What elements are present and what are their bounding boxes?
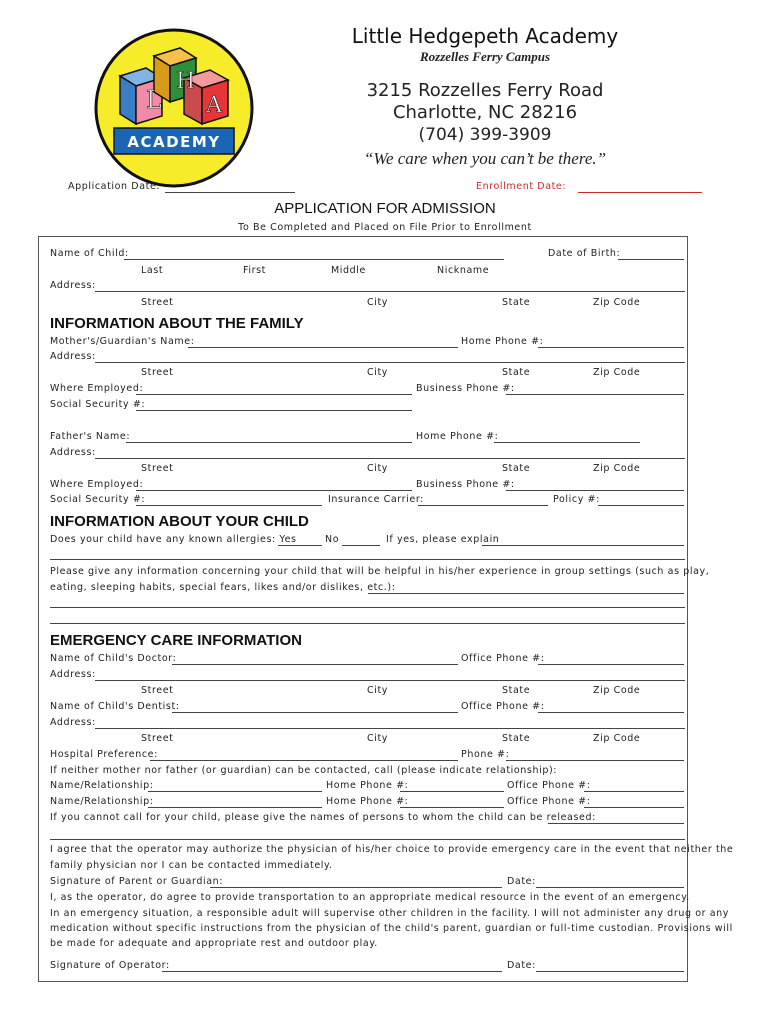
dentist-address-field[interactable] [95, 728, 685, 729]
mother-business-phone-label: Business Phone #: [416, 383, 515, 394]
dt-addr-street: Street [141, 733, 174, 744]
campus-name: Rozzelles Ferry Campus [419, 49, 550, 64]
policy-field[interactable] [598, 505, 684, 506]
d-addr-zip: Zip Code [593, 685, 641, 696]
addr-city: City [367, 297, 389, 308]
name-part-last: Last [141, 265, 164, 276]
application-date-label: Application Date: [68, 181, 161, 192]
policy-label: Policy #: [553, 494, 600, 505]
family-heading: INFORMATION ABOUT THE FAMILY [50, 315, 304, 332]
contact2-name-label: Name/Relationship: [50, 796, 154, 807]
father-home-phone-field[interactable] [494, 442, 640, 443]
contact1-home-phone-label: Home Phone #: [326, 780, 409, 791]
logo-letter-l: L [146, 86, 162, 114]
doctor-office-phone-field[interactable] [538, 664, 684, 665]
contact1-office-phone-field[interactable] [584, 791, 684, 792]
f-addr-zip: Zip Code [593, 463, 641, 474]
allergies-no-label: No [325, 534, 340, 545]
experience-text-2: eating, sleeping habits, special fears, likes and/or dislikes, etc.): [50, 582, 396, 593]
m-addr-street: Street [141, 367, 174, 378]
logo-letter-h: H [176, 69, 196, 94]
mother-address-field[interactable] [95, 362, 685, 363]
operator-text-2: In an emergency situation, a responsible adult will supervise other children in the facility. I will not administer any drug or any [50, 908, 729, 919]
d-addr-city: City [367, 685, 389, 696]
parent-signature-field[interactable] [210, 887, 502, 888]
hospital-phone-field[interactable] [506, 760, 684, 761]
allergies-question: Does your child have any known allergies: Yes [50, 534, 297, 545]
hospital-label: Hospital Preference: [50, 749, 158, 760]
contact2-office-phone-field[interactable] [584, 807, 684, 808]
addr-state: State [502, 297, 531, 308]
doctor-address-label: Address: [50, 669, 96, 680]
doctor-label: Name of Child's Doctor: [50, 653, 177, 664]
father-employed-label: Where Employed: [50, 479, 144, 490]
father-home-phone-label: Home Phone #: [416, 431, 499, 442]
parent-date-field[interactable] [536, 887, 684, 888]
dt-addr-zip: Zip Code [593, 733, 641, 744]
agree-text-2: family physician nor I can be contacted immediately. [50, 860, 333, 871]
d-addr-state: State [502, 685, 531, 696]
operator-text-1: I, as the operator, do agree to provide transportation to an appropriate medical resource in the event of an emergency. [50, 892, 690, 903]
dentist-label: Name of Child's Dentist: [50, 701, 180, 712]
school-name: Little Hedgepeth Academy [351, 24, 619, 48]
hospital-phone-label: Phone #: [461, 749, 510, 760]
contact2-home-phone-field[interactable] [400, 807, 504, 808]
child-info-heading: INFORMATION ABOUT YOUR CHILD [50, 513, 309, 530]
dentist-office-phone-label: Office Phone #: [461, 701, 545, 712]
persons-note: If you cannot call for your child, please give the names of persons to whom the child can be released: [50, 812, 596, 823]
contact2-office-phone-label: Office Phone #: [507, 796, 591, 807]
experience-field-2[interactable] [50, 607, 685, 608]
form-title: APPLICATION FOR ADMISSION [274, 200, 496, 217]
contact1-office-phone-label: Office Phone #: [507, 780, 591, 791]
operator-date-label: Date: [507, 960, 536, 971]
child-name-field[interactable] [124, 259, 504, 260]
mother-ssn-label: Social Security #: [50, 399, 146, 410]
contact-note: If neither mother nor father (or guardian) can be contacted, call (please indicate relationship): [50, 765, 558, 776]
allergies-explain-field-2[interactable] [50, 559, 685, 560]
dt-addr-state: State [502, 733, 531, 744]
child-address-field[interactable] [95, 291, 685, 292]
experience-field-3[interactable] [50, 623, 685, 624]
operator-signature-label: Signature of Operator: [50, 960, 170, 971]
contact1-home-phone-field[interactable] [400, 791, 504, 792]
emergency-heading: EMERGENCY CARE INFORMATION [50, 632, 302, 649]
mother-business-phone-field[interactable] [506, 394, 684, 395]
dentist-field[interactable] [172, 712, 458, 713]
f-addr-street: Street [141, 463, 174, 474]
allergies-explain-label: If yes, please explain [386, 534, 500, 545]
father-employed-field[interactable] [136, 490, 412, 491]
school-logo [92, 26, 256, 190]
operator-signature-field[interactable] [162, 971, 502, 972]
d-addr-street: Street [141, 685, 174, 696]
form-subtitle: To Be Completed and Placed on File Prior to Enrollment [238, 222, 532, 233]
street-address: 3215 Rozzelles Ferry Road [366, 80, 604, 101]
logo-letter-a: A [206, 93, 222, 118]
hospital-field[interactable] [150, 760, 458, 761]
school-phone: (704) 399-3909 [418, 125, 552, 145]
father-business-phone-field[interactable] [506, 490, 684, 491]
allergies-explain-field[interactable] [482, 545, 684, 546]
allergies-no-field[interactable] [342, 545, 380, 546]
father-business-phone-label: Business Phone #: [416, 479, 515, 490]
persons-field-1[interactable] [548, 823, 684, 824]
parent-date-label: Date: [507, 876, 536, 887]
f-addr-state: State [502, 463, 531, 474]
slogan: “We care when you can’t be there.” [363, 149, 607, 168]
father-address-label: Address: [50, 447, 96, 458]
dob-label: Date of Birth: [548, 248, 621, 259]
m-addr-city: City [367, 367, 389, 378]
operator-text-4: be made for adequate and appropriate rest and outdoor play. [50, 938, 378, 949]
father-name-field[interactable] [126, 442, 412, 443]
insurance-label: Insurance Carrier: [328, 494, 424, 505]
father-address-field[interactable] [95, 458, 685, 459]
name-part-first: First [243, 265, 266, 276]
doctor-office-phone-label: Office Phone #: [461, 653, 545, 664]
child-address-label: Address: [50, 280, 96, 291]
father-ssn-label: Social Security #: [50, 494, 146, 505]
dt-addr-city: City [367, 733, 389, 744]
parent-signature-label: Signature of Parent or Guardian: [50, 876, 224, 887]
agree-text-1: I agree that the operator may authorize the physician of his/her choice to provide emergency care in the event that neither the [50, 844, 734, 855]
name-part-middle: Middle [331, 265, 366, 276]
dob-field[interactable] [618, 259, 684, 260]
persons-field-2[interactable] [50, 839, 685, 840]
operator-text-3: medication without specific instructions from the physician of the child's parent, guardian or full-time custodian. Provisions will [50, 923, 733, 934]
mother-home-phone-label: Home Phone #: [461, 336, 544, 347]
city-line: Charlotte, NC 28216 [392, 102, 578, 123]
name-part-nickname: Nickname [437, 265, 490, 276]
mother-address-label: Address: [50, 351, 96, 362]
enrollment-date-field[interactable] [578, 192, 702, 193]
f-addr-city: City [367, 463, 389, 474]
logo-banner-text: ACADEMY [127, 133, 221, 151]
allergies-yes-field[interactable] [278, 545, 322, 546]
mother-home-phone-field[interactable] [538, 347, 684, 348]
mother-employed-label: Where Employed: [50, 383, 144, 394]
contact2-name-field[interactable] [148, 807, 322, 808]
dentist-address-label: Address: [50, 717, 96, 728]
child-name-label: Name of Child: [50, 248, 129, 259]
addr-zip: Zip Code [593, 297, 641, 308]
mother-ssn-field[interactable] [136, 410, 412, 411]
insurance-field[interactable] [418, 505, 548, 506]
mother-name-field[interactable] [188, 347, 458, 348]
contact1-name-label: Name/Relationship: [50, 780, 154, 791]
doctor-address-field[interactable] [95, 680, 685, 681]
mother-name-label: Mother's/Guardian's Name: [50, 336, 195, 347]
contact1-name-field[interactable] [148, 791, 322, 792]
application-date-field[interactable] [165, 192, 295, 193]
dentist-office-phone-field[interactable] [538, 712, 684, 713]
doctor-field[interactable] [172, 664, 458, 665]
enrollment-date-label: Enrollment Date: [476, 181, 567, 192]
addr-street: Street [141, 297, 174, 308]
experience-text-1: Please give any information concerning your child that will be helpful in his/her experience in group settings (such as play, [50, 566, 710, 577]
m-addr-state: State [502, 367, 531, 378]
m-addr-zip: Zip Code [593, 367, 641, 378]
operator-date-field[interactable] [536, 971, 684, 972]
father-name-label: Father's Name: [50, 431, 131, 442]
experience-field-1[interactable] [368, 593, 684, 594]
mother-employed-field[interactable] [136, 394, 412, 395]
father-ssn-field[interactable] [136, 505, 322, 506]
contact2-home-phone-label: Home Phone #: [326, 796, 409, 807]
